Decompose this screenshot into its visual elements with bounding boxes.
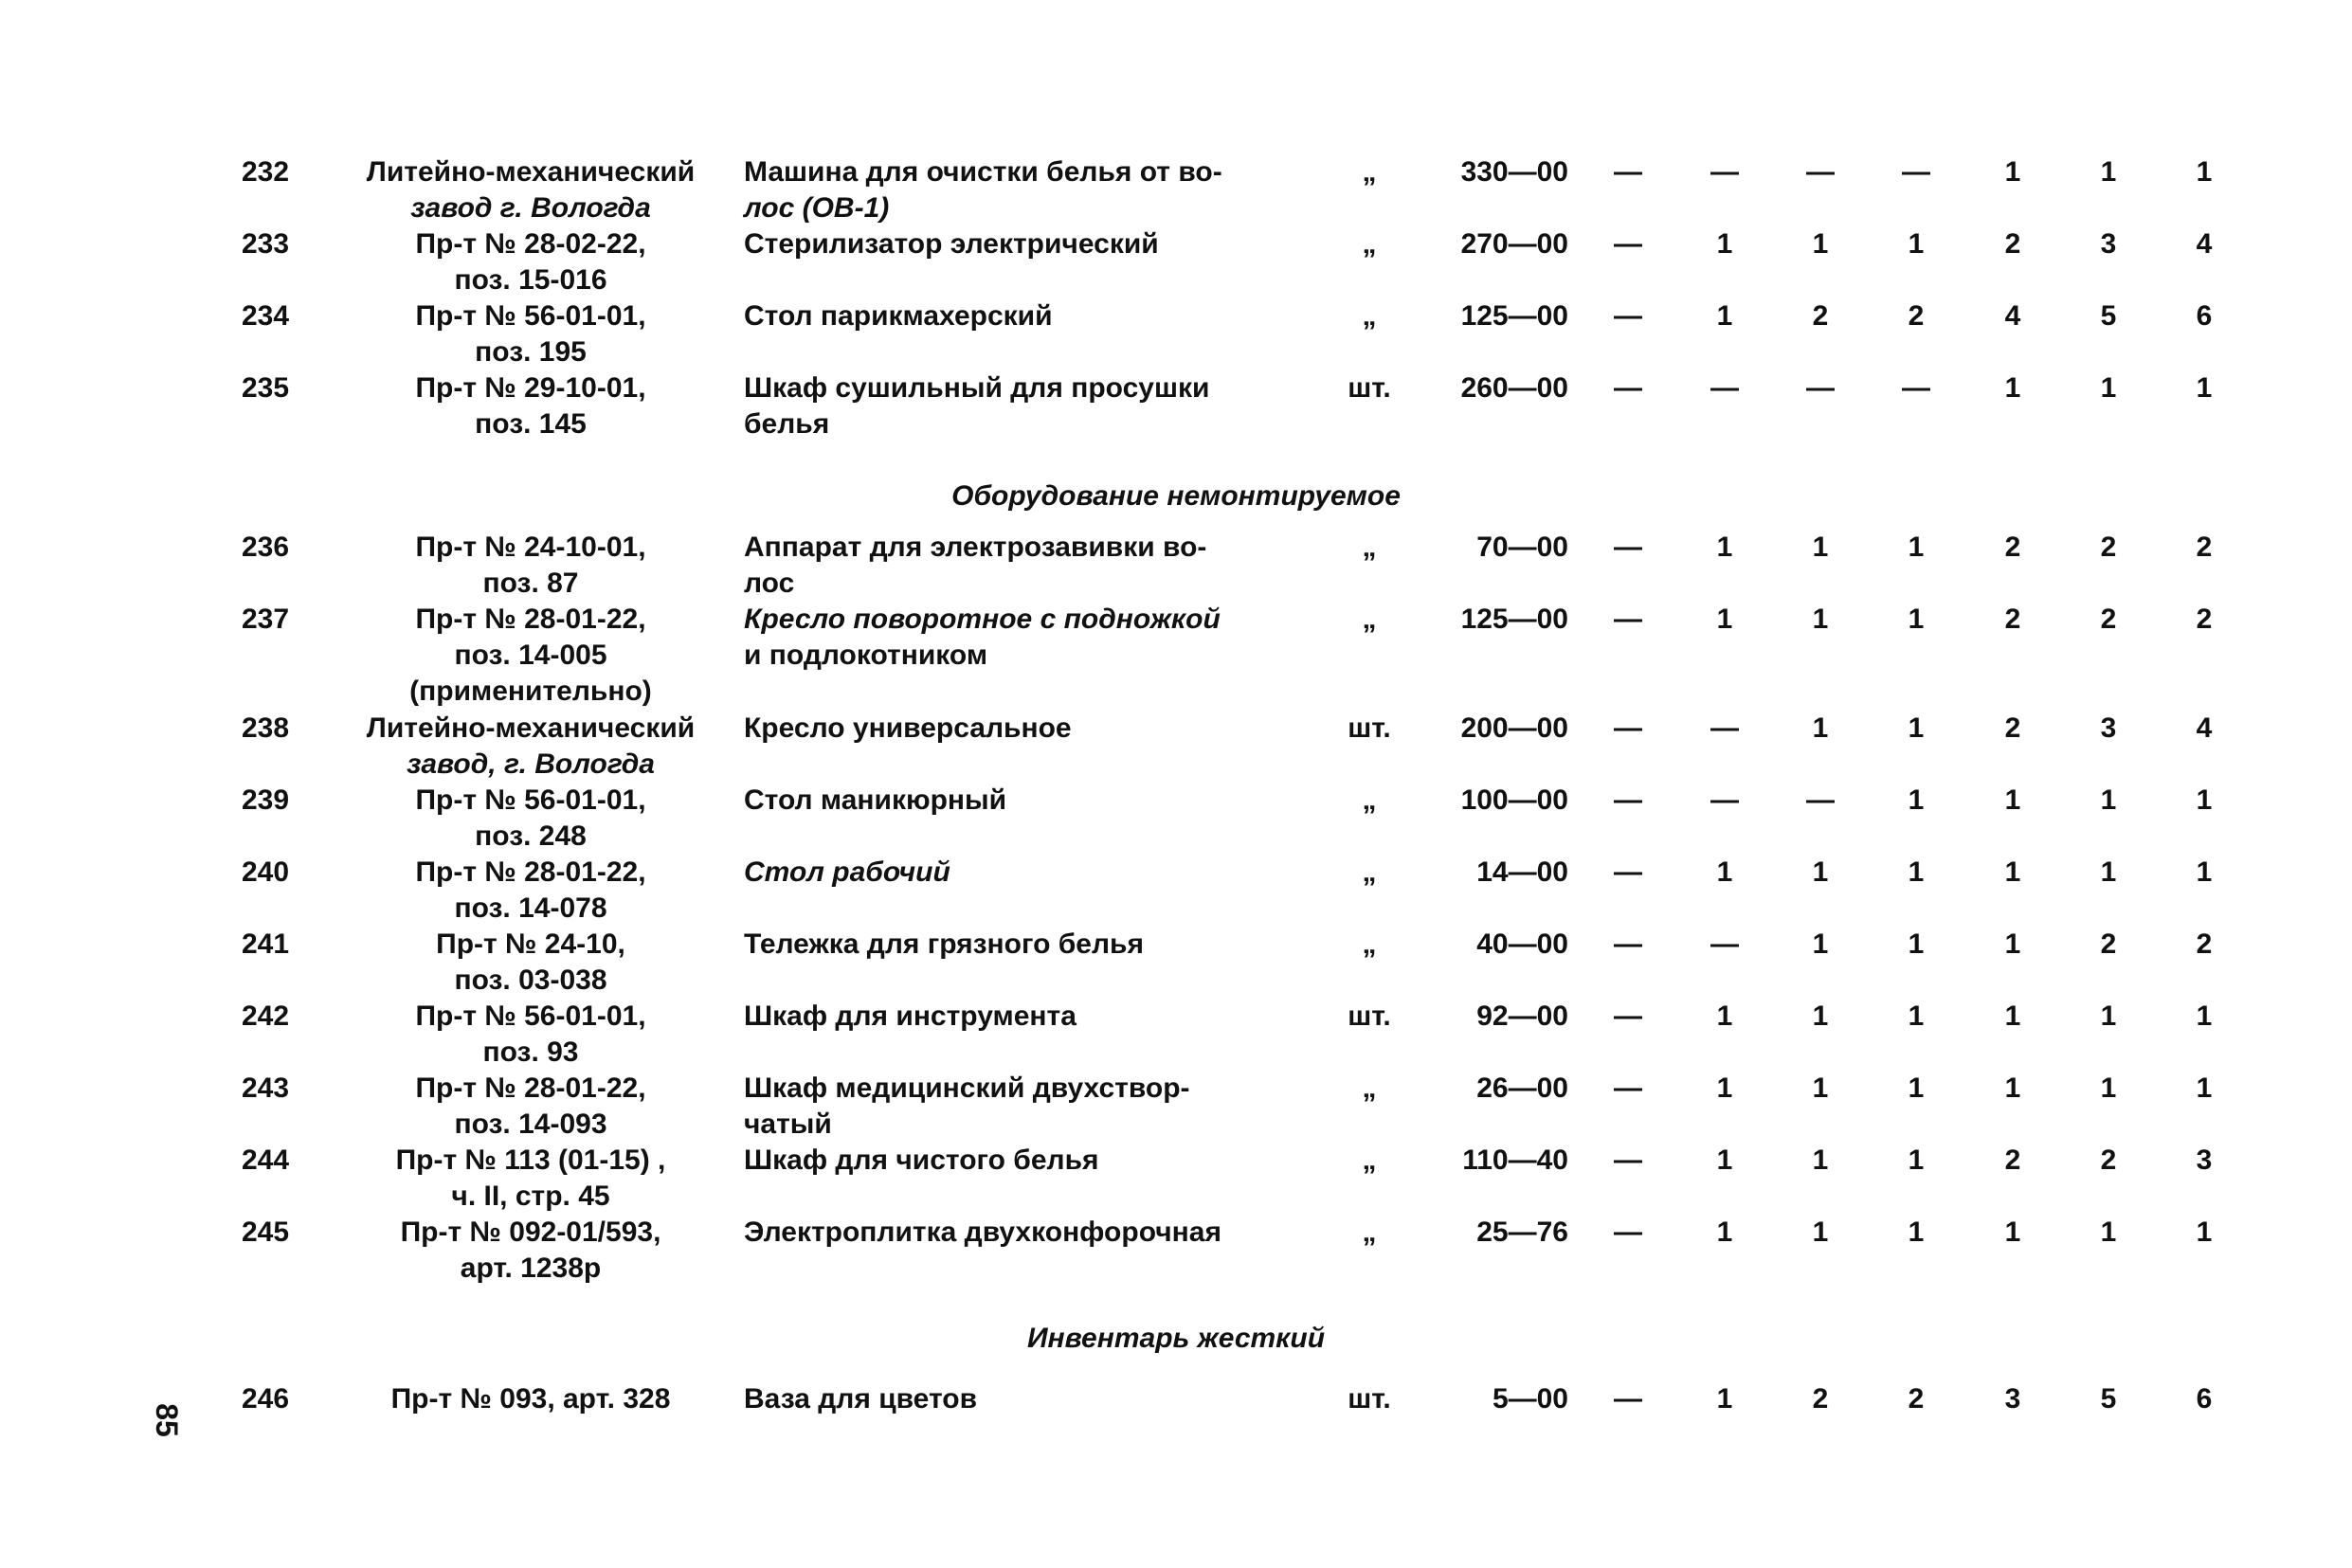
unit-of-measure: „ [1362,784,1377,816]
source-line: Пр-т № 28-01-22, [415,856,646,888]
item-number: 232 [241,156,290,188]
quantity-col-1: — [1614,712,1642,744]
source-line: поз. 87 [482,568,579,599]
quantity-col-5: 1 [2004,856,2021,888]
item-number: 243 [241,1072,290,1104]
section-heading: Инвентарь жесткий [1026,1323,1326,1354]
quantity-col-2: — [1710,784,1739,816]
item-name [744,1215,1275,1251]
source-reference [336,711,725,783]
source-line: поз. 195 [475,336,587,368]
unit-of-measure: шт. [1348,712,1391,744]
item-name [744,226,1275,262]
quantity-col-7: 1 [2196,784,2213,816]
quantity-col-7: 1 [2196,1072,2213,1104]
source-line: завод, г. Вологда [407,748,655,780]
item-name-line: Шкаф для инструмента [744,1000,1076,1032]
quantity-col-4: 1 [1908,1000,1925,1032]
unit-of-measure: „ [1362,300,1377,332]
section-heading: Оборудование немонтируемое [951,480,1401,512]
unit-of-measure: „ [1362,532,1377,563]
item-name [744,1071,1275,1143]
source-line: Пр-т № 28-01-22, [415,1072,646,1104]
item-name-line: и подлокотником [744,640,988,671]
item-number: 237 [241,604,290,635]
item-number: 240 [241,856,290,888]
source-line: Пр-т № 24-10, [436,928,625,960]
item-name-line: Машина для очистки белья от во- [744,156,1222,188]
price: 125—00 [1460,604,1568,635]
price: 100—00 [1460,784,1568,816]
source-reference [336,927,725,999]
quantity-col-6: 5 [2100,1383,2117,1415]
item-name-line: Кресло универсальное [744,712,1072,744]
source-reference [336,602,725,710]
quantity-col-5: 2 [2004,712,2021,744]
source-line: арт. 1238р [460,1253,602,1284]
quantity-col-4: 1 [1908,532,1925,563]
quantity-col-2: 1 [1716,1144,1733,1176]
price: 330—00 [1460,156,1568,188]
item-name [744,530,1275,602]
source-line: поз. 14-093 [454,1108,607,1140]
quantity-col-7: 2 [2196,928,2213,960]
quantity-col-2: — [1710,928,1739,960]
item-name-line: Стол парикмахерский [744,300,1053,332]
quantity-col-2: 1 [1716,1000,1733,1032]
quantity-col-1: — [1614,1383,1642,1415]
item-name-line: лос [744,568,795,599]
quantity-col-6: 1 [2100,784,2117,816]
source-line: (применительно) [409,676,652,707]
item-name-line: белья [744,408,830,440]
quantity-col-6: 5 [2100,300,2117,332]
quantity-col-2: 1 [1716,300,1733,332]
unit-of-measure: „ [1362,1072,1377,1104]
quantity-col-5: 1 [2004,784,2021,816]
quantity-col-3: 1 [1812,1000,1829,1032]
quantity-col-3: 2 [1812,1383,1829,1415]
item-number: 235 [241,372,290,404]
quantity-col-3: 1 [1812,712,1829,744]
item-number: 242 [241,1000,290,1032]
item-name-line: Ваза для цветов [744,1383,978,1415]
source-line: Пр-т № 56-01-01, [415,300,646,332]
quantity-col-7: 1 [2196,856,2213,888]
price: 25—76 [1476,1217,1568,1248]
quantity-col-6: 1 [2100,156,2117,188]
source-line: поз. 03-038 [454,964,607,996]
quantity-col-6: 1 [2100,856,2117,888]
source-reference [336,855,725,927]
quantity-col-6: 2 [2100,1144,2117,1176]
price: 260—00 [1460,372,1568,404]
quantity-col-4: 2 [1908,300,1925,332]
item-name [744,1143,1275,1179]
quantity-col-5: 2 [2004,604,2021,635]
source-line: Пр-т № 56-01-01, [415,1000,646,1032]
quantity-col-4: 1 [1908,712,1925,744]
quantity-col-6: 3 [2100,712,2117,744]
item-name [744,370,1275,442]
quantity-col-6: 2 [2100,604,2117,635]
quantity-col-6: 1 [2100,1072,2117,1104]
quantity-col-4: 1 [1908,1072,1925,1104]
item-name [744,298,1275,334]
quantity-col-7: 2 [2196,532,2213,563]
item-name [744,711,1275,747]
price: 125—00 [1460,300,1568,332]
item-name-line: Шкаф для чистого белья [744,1144,1099,1176]
unit-of-measure: шт. [1348,1383,1391,1415]
source-reference [336,298,725,370]
quantity-col-4: 1 [1908,1217,1925,1248]
quantity-col-7: 4 [2196,228,2213,260]
item-number: 238 [241,712,290,744]
quantity-col-7: 4 [2196,712,2213,744]
quantity-col-3: — [1806,784,1835,816]
item-name [744,927,1275,963]
quantity-col-7: 1 [2196,372,2213,404]
source-line: поз. 248 [475,820,587,852]
quantity-col-1: — [1614,604,1642,635]
item-number: 233 [241,228,290,260]
quantity-col-5: 2 [2004,228,2021,260]
source-reference [336,1381,725,1417]
quantity-col-5: 1 [2004,1000,2021,1032]
quantity-col-2: 1 [1716,1217,1733,1248]
quantity-col-3: 1 [1812,228,1829,260]
quantity-col-1: — [1614,300,1642,332]
quantity-col-7: 1 [2196,1217,2213,1248]
item-name [744,154,1275,226]
source-reference [336,226,725,298]
quantity-col-1: — [1614,856,1642,888]
source-line: Пр-т № 56-01-01, [415,784,646,816]
source-line: поз. 14-078 [454,892,607,924]
item-number: 241 [241,928,290,960]
unit-of-measure: „ [1362,228,1377,260]
item-name-line: чатый [744,1108,832,1140]
source-reference [336,530,725,602]
quantity-col-4: 1 [1908,604,1925,635]
quantity-col-6: 2 [2100,532,2117,563]
unit-of-measure: „ [1362,1217,1377,1248]
price: 14—00 [1476,856,1568,888]
item-number: 245 [241,1217,290,1248]
quantity-col-2: 1 [1716,856,1733,888]
quantity-col-1: — [1614,372,1642,404]
quantity-col-4: — [1902,372,1930,404]
item-name-line: Шкаф медицинский двухствор- [744,1072,1190,1104]
item-number: 234 [241,300,290,332]
quantity-col-1: — [1614,532,1642,563]
source-line: Пр-т № 28-02-22, [415,228,646,260]
source-line: поз. 145 [475,408,587,440]
price: 110—40 [1462,1144,1568,1176]
quantity-col-5: 4 [2004,300,2021,332]
item-name-line: Стол рабочий [744,856,950,888]
source-reference [336,783,725,855]
price: 200—00 [1460,712,1568,744]
page-number: 85 [149,1403,184,1437]
quantity-col-2: 1 [1716,532,1733,563]
quantity-col-3: 1 [1812,604,1829,635]
quantity-col-3: 1 [1812,1144,1829,1176]
unit-of-measure: шт. [1348,1000,1391,1032]
item-number: 244 [241,1144,290,1176]
quantity-col-4: — [1902,156,1930,188]
quantity-col-4: 1 [1908,784,1925,816]
quantity-col-4: 2 [1908,1383,1925,1415]
item-name [744,602,1275,674]
item-name [744,1381,1275,1417]
price: 270—00 [1460,228,1568,260]
price: 70—00 [1476,532,1568,563]
source-line: Пр-т № 092-01/593, [400,1217,661,1248]
quantity-col-5: 1 [2004,1217,2021,1248]
quantity-col-3: 1 [1812,1217,1829,1248]
unit-of-measure: „ [1362,856,1377,888]
quantity-col-1: — [1614,156,1642,188]
source-line: Пр-т № 29-10-01, [415,372,646,404]
item-name-line: Стерилизатор электрический [744,228,1159,260]
source-reference [336,154,725,226]
source-reference [336,1143,725,1215]
quantity-col-1: — [1614,1072,1642,1104]
price: 40—00 [1476,928,1568,960]
quantity-col-3: 1 [1812,928,1829,960]
quantity-col-1: — [1614,1217,1642,1248]
quantity-col-5: 1 [2004,156,2021,188]
quantity-col-7: 2 [2196,604,2213,635]
source-line: Пр-т № 24-10-01, [415,532,646,563]
item-name [744,855,1275,891]
item-name-line: Шкаф сушильный для просушки [744,372,1210,404]
quantity-col-2: 1 [1716,1072,1733,1104]
source-line: ч. II, стр. 45 [451,1181,610,1212]
quantity-col-1: — [1614,1144,1642,1176]
quantity-col-3: 2 [1812,300,1829,332]
quantity-col-7: 6 [2196,1383,2213,1415]
quantity-col-2: — [1710,372,1739,404]
quantity-col-1: — [1614,928,1642,960]
item-number: 239 [241,784,290,816]
quantity-col-7: 1 [2196,1000,2213,1032]
quantity-col-4: 1 [1908,228,1925,260]
quantity-col-2: — [1710,712,1739,744]
unit-of-measure: „ [1362,928,1377,960]
quantity-col-3: 1 [1812,1072,1829,1104]
item-name-line: лос (ОВ-1) [744,192,890,224]
source-line: завод г. Вологда [410,192,651,224]
quantity-col-5: 3 [2004,1383,2021,1415]
item-number: 246 [241,1383,290,1415]
quantity-col-7: 1 [2196,156,2213,188]
quantity-col-7: 6 [2196,300,2213,332]
price: 92—00 [1476,1000,1568,1032]
price: 26—00 [1476,1072,1568,1104]
quantity-col-3: — [1806,156,1835,188]
item-number: 236 [241,532,290,563]
quantity-col-5: 1 [2004,928,2021,960]
source-reference [336,1071,725,1143]
source-reference [336,370,725,442]
source-line: Пр-т № 28-01-22, [415,604,646,635]
quantity-col-2: 1 [1716,1383,1733,1415]
source-line: поз. 93 [482,1036,579,1068]
quantity-col-6: 1 [2100,1217,2117,1248]
quantity-col-2: 1 [1716,228,1733,260]
source-line: Пр-т № 093, арт. 328 [390,1383,671,1415]
quantity-col-5: 2 [2004,532,2021,563]
unit-of-measure: „ [1362,156,1377,188]
quantity-col-5: 1 [2004,372,2021,404]
item-name-line: Тележка для грязного белья [744,928,1144,960]
source-line: Пр-т № 113 (01-15) , [395,1144,666,1176]
quantity-col-3: 1 [1812,532,1829,563]
source-line: поз. 14-005 [454,640,607,671]
quantity-col-2: — [1710,156,1739,188]
quantity-col-1: — [1614,228,1642,260]
item-name-line: Стол маникюрный [744,784,1007,816]
quantity-col-1: — [1614,1000,1642,1032]
quantity-col-4: 1 [1908,856,1925,888]
unit-of-measure: „ [1362,604,1377,635]
item-name [744,783,1275,819]
quantity-col-6: 3 [2100,228,2117,260]
unit-of-measure: „ [1362,1144,1377,1176]
item-name-line: Кресло поворотное с подножкой [744,604,1221,635]
item-name [744,999,1275,1035]
quantity-col-7: 3 [2196,1144,2213,1176]
quantity-col-6: 1 [2100,1000,2117,1032]
unit-of-measure: шт. [1348,372,1391,404]
quantity-col-5: 1 [2004,1072,2021,1104]
quantity-col-6: 2 [2100,928,2117,960]
source-reference [336,1215,725,1287]
quantity-col-3: 1 [1812,856,1829,888]
quantity-col-6: 1 [2100,372,2117,404]
price: 5—00 [1492,1383,1568,1415]
item-name-line: Электроплитка двухконфорочная [744,1217,1221,1248]
item-name-line: Аппарат для электрозавивки во- [744,532,1207,563]
quantity-col-2: 1 [1716,604,1733,635]
source-line: Литейно-механический [366,712,696,744]
quantity-col-5: 2 [2004,1144,2021,1176]
source-reference [336,999,725,1071]
quantity-col-4: 1 [1908,928,1925,960]
quantity-col-4: 1 [1908,1144,1925,1176]
quantity-col-1: — [1614,784,1642,816]
quantity-col-3: — [1806,372,1835,404]
source-line: поз. 15-016 [454,264,607,296]
source-line: Литейно-механический [366,156,696,188]
